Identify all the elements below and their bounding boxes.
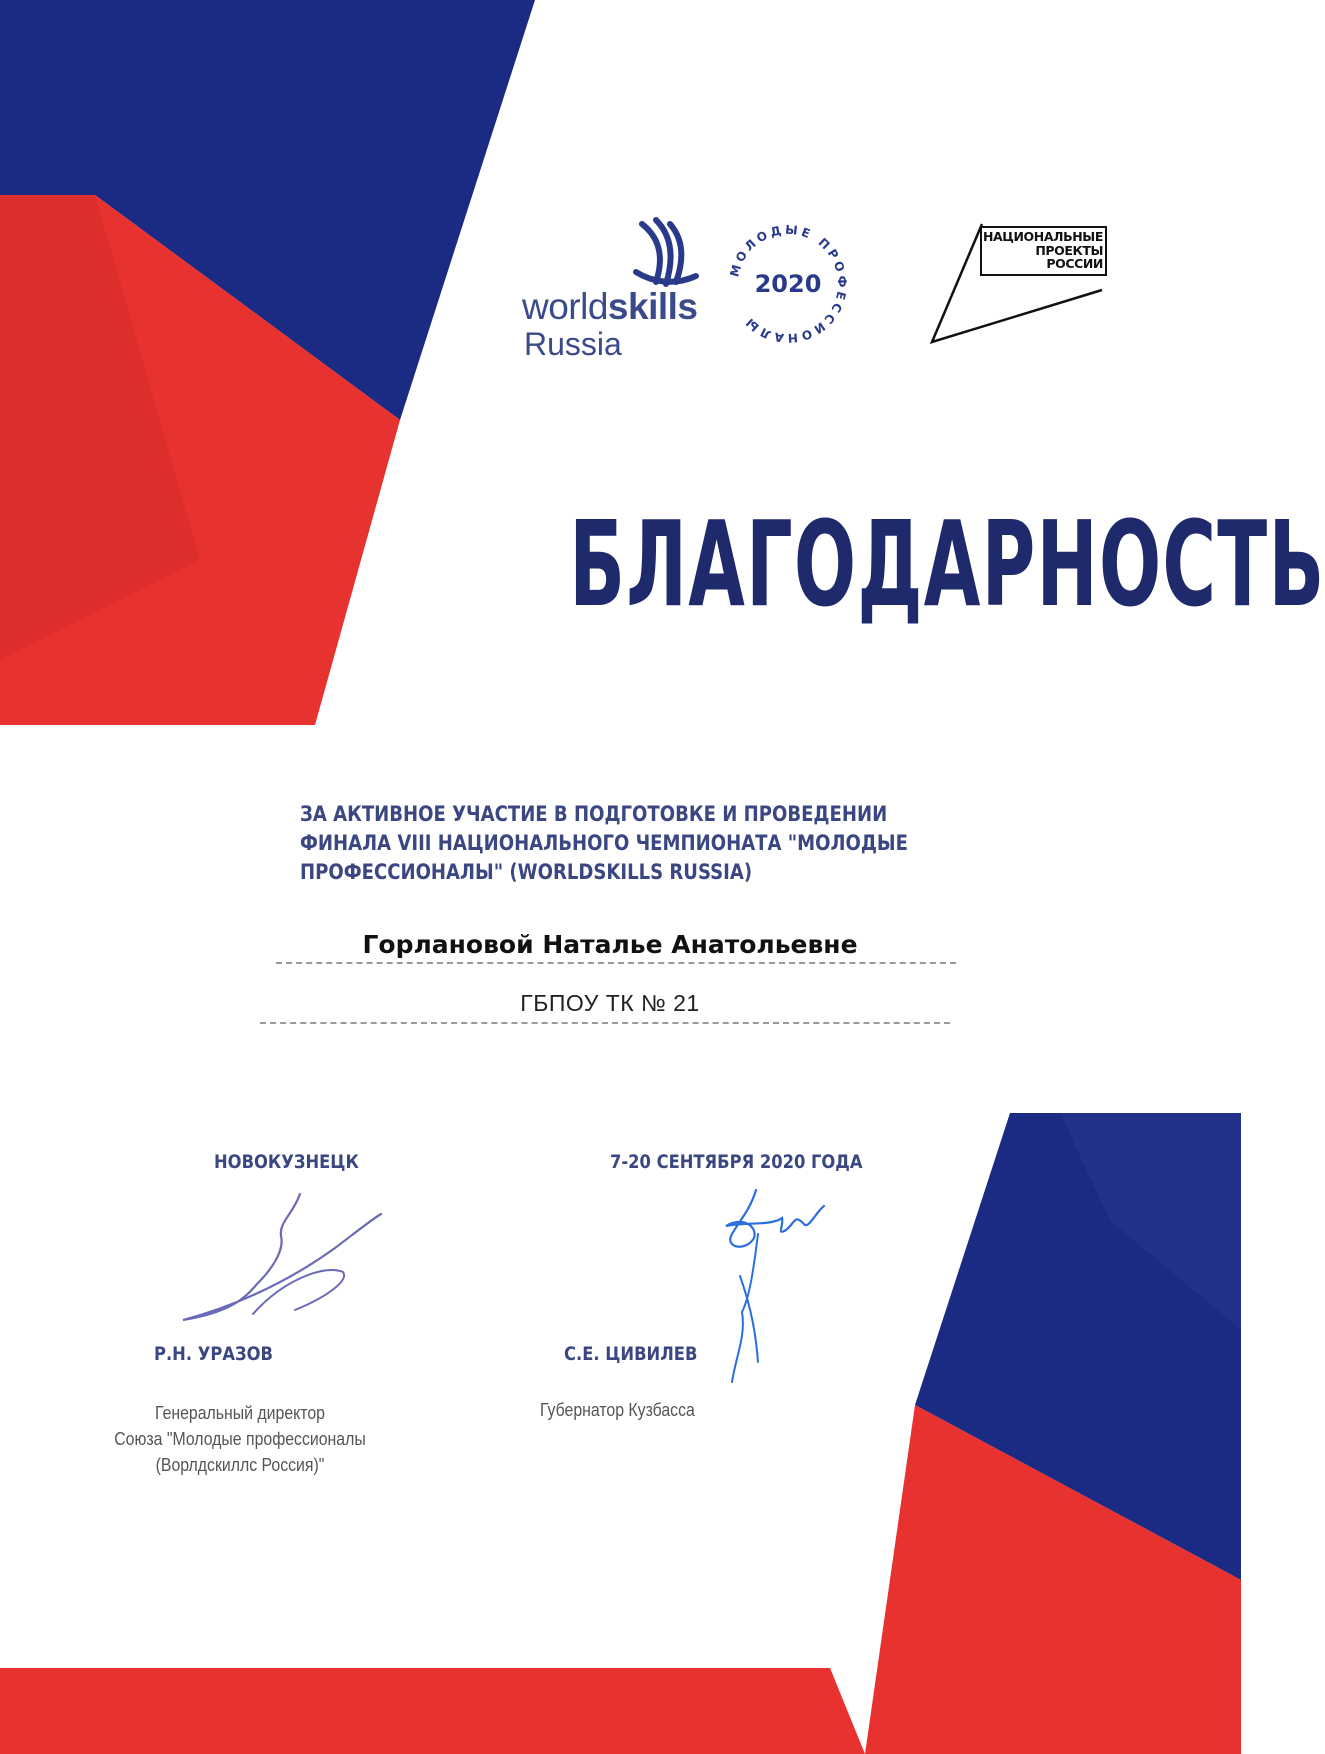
signatory-2-name: С.Е. ЦИВИЛЕВ — [564, 1343, 698, 1365]
organization-name: ГБПОУ ТК № 21 — [520, 990, 700, 1016]
worldskills-logo-text: worldskills — [522, 286, 698, 327]
signatory-2-position: Губернатор Кузбасса — [540, 1400, 695, 1420]
recipient-underline — [276, 962, 956, 964]
reason-line: ЗА АКТИВНОЕ УЧАСТИЕ В ПОДГОТОВКЕ И ПРОВЕДЕНИИ — [300, 802, 888, 826]
signatory-1-name: Р.Н. УРАЗОВ — [154, 1343, 273, 1365]
city: НОВОКУЗНЕЦК — [214, 1151, 359, 1173]
reason-line: ПРОФЕССИОНАЛЫ" (WORLDSKILLS RUSSIA) — [300, 860, 753, 884]
badge-center-text: 2020 — [754, 270, 822, 298]
worldskills-swirl-icon — [630, 220, 700, 292]
national-projects-logo: НАЦИОНАЛЬНЫЕ ПРОЕКТЫ РОССИИ — [980, 226, 1107, 276]
worldskills-logo-sub: Russia — [524, 326, 622, 362]
signature-1 — [175, 1188, 395, 1328]
reason-text — [300, 800, 980, 887]
organization-underline — [260, 1022, 950, 1024]
signatory-1-position: Генеральный директор Союза "Молодые профессионалы (Ворлдскиллс Россия)" — [114, 1403, 366, 1475]
certificate-title: БЛАГОДАРНОСТЬ — [569, 495, 1325, 633]
reason-line: ФИНАЛА VIII НАЦИОНАЛЬНОГО ЧЕМПИОНАТА "МОЛОДЫЕ — [300, 831, 908, 855]
bottom-red-strip — [0, 1668, 865, 1754]
signature-2 — [712, 1186, 832, 1386]
badge-ring-text: МОЛОДЫЕ ПРОФЕССИОНАЛЫ — [727, 222, 850, 346]
recipient-name: Горлановой Наталье Анатольевне — [362, 930, 858, 959]
championship-badge — [722, 218, 854, 350]
date: 7-20 СЕНТЯБРЯ 2020 ГОДА — [610, 1151, 863, 1173]
